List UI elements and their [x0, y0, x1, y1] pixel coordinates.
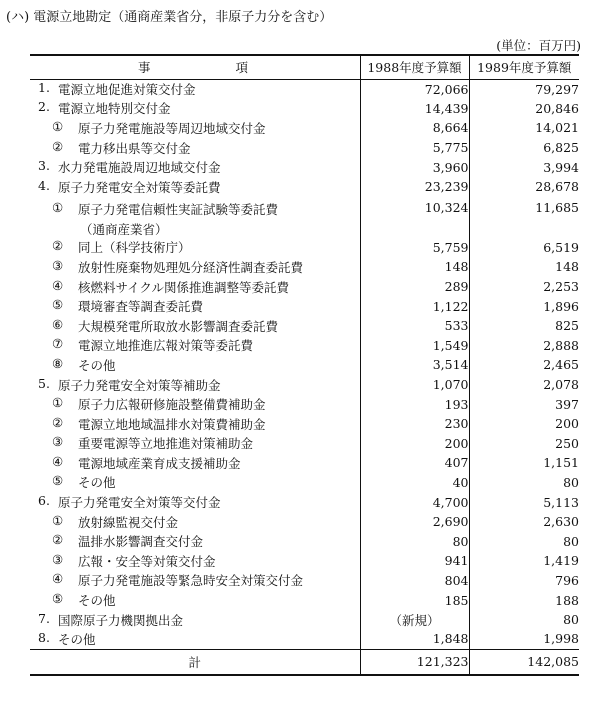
value-1989: 80 — [469, 610, 579, 630]
value-1989: 1,419 — [469, 551, 579, 571]
row-label: 放射性廃棄物処理処分経済性調査委託費 — [78, 259, 304, 275]
value-1989: 397 — [469, 394, 579, 414]
row-label: 広報・安全等対策交付金 — [78, 553, 216, 569]
table-row — [30, 394, 579, 414]
total-1988: 121,323 — [360, 649, 469, 675]
table-row — [30, 79, 579, 99]
row-number: ① — [52, 512, 64, 528]
row-number: ② — [52, 414, 64, 430]
row-label: その他 — [78, 357, 116, 373]
value-1988: 200 — [360, 434, 469, 454]
value-1988: 72,066 — [360, 79, 469, 99]
table-row — [30, 590, 579, 610]
row-item — [30, 277, 360, 297]
value-1988: 4,700 — [360, 492, 469, 512]
row-label: 国際原子力機関拠出金 — [58, 612, 184, 628]
value-1988: 533 — [360, 316, 469, 336]
row-item — [30, 257, 360, 277]
row-number: ④ — [52, 453, 64, 469]
row-number: 3. — [38, 158, 50, 174]
value-1989: 80 — [469, 473, 579, 493]
table-row — [30, 138, 579, 158]
row-item — [30, 590, 360, 610]
value-1988: 804 — [360, 571, 469, 591]
row-number: 2. — [38, 99, 50, 115]
value-1989: 2,630 — [469, 512, 579, 532]
header-item-char2: 項 — [235, 60, 249, 76]
value-1989: 80 — [469, 531, 579, 551]
table-row — [30, 629, 579, 649]
row-item — [30, 336, 360, 356]
row-item — [30, 512, 360, 532]
table-row — [30, 375, 579, 395]
table-row — [30, 238, 579, 258]
row-label: 核燃料サイクル関係推進調整等委託費 — [78, 279, 290, 295]
value-1989: 20,846 — [469, 99, 579, 119]
value-1988: 1,122 — [360, 296, 469, 316]
row-number: ③ — [52, 551, 64, 567]
value-1988: 5,775 — [360, 138, 469, 158]
value-1988: 8,664 — [360, 118, 469, 138]
row-label: 電源立地促進対策交付金 — [58, 82, 196, 98]
header-row — [30, 55, 579, 79]
table-row — [30, 492, 579, 512]
row-label: 電力移出県等交付金 — [78, 140, 191, 156]
budget-table — [30, 54, 579, 676]
value-1989: 1,896 — [469, 296, 579, 316]
page-title: (ハ) 電源立地勘定（通商産業省分，非原子力分を含む） — [6, 10, 333, 25]
row-number: 1. — [38, 80, 50, 96]
row-label: その他 — [78, 475, 116, 491]
value-1989: 825 — [469, 316, 579, 336]
row-label: 大規模発電所取放水影響調査委託費 — [78, 318, 279, 334]
value-1989: 3,994 — [469, 157, 579, 177]
row-item — [30, 551, 360, 571]
header-year1: 1988年度予算額 — [360, 55, 469, 79]
value-1988: 230 — [360, 414, 469, 434]
row-number: 5. — [38, 375, 50, 391]
row-label: 原子力発電施設等周辺地域交付金 — [78, 120, 266, 136]
header-item — [30, 55, 360, 79]
row-label: 原子力発電安全対策等交付金 — [58, 495, 221, 511]
row-item — [30, 434, 360, 454]
row-label: 原子力発電安全対策等補助金 — [58, 377, 221, 393]
total-row — [30, 649, 579, 675]
row-item — [30, 99, 360, 119]
value-1989: 250 — [469, 434, 579, 454]
table-row — [30, 177, 579, 197]
table-row — [30, 296, 579, 316]
row-number: ⑤ — [52, 591, 64, 607]
total-1989: 142,085 — [469, 649, 579, 675]
row-label: 原子力発電施設等緊急時安全対策交付金 — [78, 573, 304, 589]
value-1988: 40 — [360, 473, 469, 493]
row-item — [30, 138, 360, 158]
row-item — [30, 177, 360, 197]
value-1988: 1,549 — [360, 336, 469, 356]
unit-note: (単位：百万円) — [496, 38, 581, 53]
row-item — [30, 316, 360, 336]
value-1989: 2,253 — [469, 277, 579, 297]
row-item — [30, 355, 360, 375]
value-1989: 28,678 — [469, 177, 579, 197]
total-label: 計 — [30, 649, 360, 675]
value-1989: 796 — [469, 571, 579, 591]
row-number: ③ — [52, 434, 64, 450]
row-number: ⑥ — [52, 316, 64, 332]
row-item — [30, 118, 360, 138]
value-1988: 80 — [360, 531, 469, 551]
value-1988: 193 — [360, 394, 469, 414]
table-row — [30, 453, 579, 473]
value-1989: 14,021 — [469, 118, 579, 138]
row-item — [30, 197, 360, 238]
table-row — [30, 316, 579, 336]
row-label: 電源立地地域温排水対策費補助金 — [78, 416, 266, 432]
row-item — [30, 414, 360, 434]
value-1988: 289 — [360, 277, 469, 297]
row-number: ① — [52, 118, 64, 134]
row-label: 電源立地推進広報対策等委託費 — [78, 338, 254, 354]
table-row — [30, 610, 579, 630]
table-row — [30, 118, 579, 138]
value-1988: 148 — [360, 257, 469, 277]
value-1989: 1,151 — [469, 453, 579, 473]
table-row — [30, 512, 579, 532]
row-number: ④ — [52, 277, 64, 293]
row-number: 6. — [38, 493, 50, 509]
value-1988: 23,239 — [360, 177, 469, 197]
value-1989: 6,519 — [469, 238, 579, 258]
value-1989: 11,685 — [469, 197, 579, 238]
value-1989: 2,078 — [469, 375, 579, 395]
table-row — [30, 414, 579, 434]
row-label: 原子力発電安全対策等委託費 — [58, 179, 221, 195]
row-label: 電源地域産業育成支援補助金 — [78, 455, 241, 471]
value-1988: 941 — [360, 551, 469, 571]
row-sublabel: （通商産業省） — [80, 221, 168, 237]
row-item — [30, 394, 360, 414]
table-row — [30, 355, 579, 375]
row-number: ③ — [52, 257, 64, 273]
row-number: ⑤ — [52, 297, 64, 313]
row-label: 原子力発電信頼性実証試験等委託費 — [78, 201, 279, 217]
row-item — [30, 629, 360, 649]
value-1989: 5,113 — [469, 492, 579, 512]
table-row — [30, 551, 579, 571]
table-row — [30, 531, 579, 551]
value-1988: 2,690 — [360, 512, 469, 532]
value-1989: 6,825 — [469, 138, 579, 158]
row-number: ② — [52, 532, 64, 548]
value-1988: 1,070 — [360, 375, 469, 395]
table-row — [30, 157, 579, 177]
table-row — [30, 473, 579, 493]
value-1988: 10,324 — [360, 197, 469, 238]
row-number: ② — [52, 238, 64, 254]
row-item — [30, 157, 360, 177]
row-label: その他 — [58, 631, 96, 647]
value-1988: 1,848 — [360, 629, 469, 649]
row-item — [30, 473, 360, 493]
row-item — [30, 79, 360, 99]
row-label: 原子力広報研修施設整備費補助金 — [78, 397, 266, 413]
row-label: 水力発電施設周辺地域交付金 — [58, 160, 221, 176]
table-row — [30, 336, 579, 356]
row-item — [30, 610, 360, 630]
value-1989: 2,465 — [469, 355, 579, 375]
row-number: ① — [52, 199, 64, 215]
row-item — [30, 375, 360, 395]
table-row — [30, 99, 579, 119]
row-item — [30, 571, 360, 591]
row-number: ⑤ — [52, 473, 64, 489]
value-1988: （新規） — [360, 610, 469, 630]
header-item-char1: 事 — [138, 60, 151, 76]
row-label: 温排水影響調査交付金 — [78, 534, 204, 550]
row-number: ⑧ — [52, 355, 64, 371]
row-label: 同上（科学技術庁） — [78, 240, 191, 256]
row-number: ② — [52, 138, 64, 154]
row-item — [30, 531, 360, 551]
row-number: ⑦ — [52, 336, 64, 352]
row-label: 放射線監視交付金 — [78, 514, 179, 530]
value-1989: 2,888 — [469, 336, 579, 356]
row-label: 電源立地特別交付金 — [58, 101, 171, 117]
row-item — [30, 453, 360, 473]
row-number: 8. — [38, 629, 50, 645]
row-label: その他 — [78, 593, 116, 609]
value-1988: 3,960 — [360, 157, 469, 177]
value-1988: 185 — [360, 590, 469, 610]
header-year2: 1989年度予算額 — [469, 55, 579, 79]
row-number: 4. — [38, 177, 50, 193]
row-number: ④ — [52, 571, 64, 587]
table-row — [30, 257, 579, 277]
row-label: 重要電源等立地推進対策補助金 — [78, 436, 254, 452]
value-1989: 148 — [469, 257, 579, 277]
table-row — [30, 571, 579, 591]
value-1989: 1,998 — [469, 629, 579, 649]
table-row — [30, 197, 579, 238]
row-number: 7. — [38, 610, 50, 626]
value-1988: 14,439 — [360, 99, 469, 119]
value-1988: 5,759 — [360, 238, 469, 258]
row-item — [30, 492, 360, 512]
value-1989: 79,297 — [469, 79, 579, 99]
value-1988: 407 — [360, 453, 469, 473]
row-item — [30, 296, 360, 316]
row-item — [30, 238, 360, 258]
row-label: 環境審査等調査委託費 — [78, 299, 204, 315]
value-1988: 3,514 — [360, 355, 469, 375]
table-row — [30, 277, 579, 297]
value-1989: 200 — [469, 414, 579, 434]
value-1989: 188 — [469, 590, 579, 610]
table-row — [30, 434, 579, 454]
row-number: ① — [52, 395, 64, 411]
